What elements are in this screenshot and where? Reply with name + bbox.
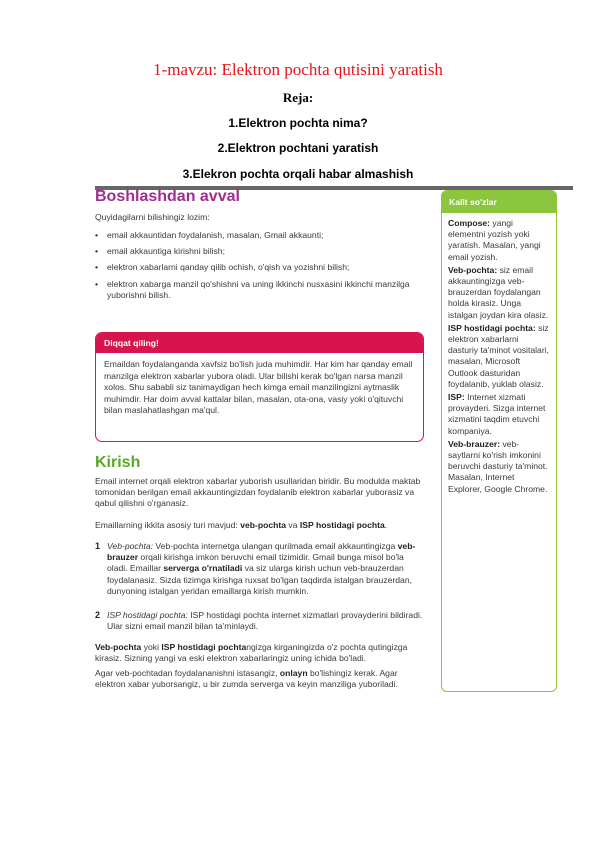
isp-mail-description: ISP hostidagi pochta: ISP hostidagi pochta internet xizmatlari provayderini bildiradi. Ular sizni email manzil bilan ta'minlaydi. (107, 610, 423, 632)
section-heading-start: Boshlashdan avval (95, 188, 240, 205)
plan-heading: Reja: (282, 90, 314, 105)
plan-item-1: 1.Elektron pochta nima? (228, 116, 368, 130)
list-item: • elektron xabarga manzil qo'shishni va uning ikkinchi nusxasini ikkinchi manzilga yuborishni bilish. (95, 279, 425, 301)
list-item: • email akkauntiga kirishni bilish; (95, 246, 425, 257)
keywords-heading: Kalit so'zlar (442, 191, 556, 213)
plan-item-2: 2.Elektron pochtani yaratish (217, 141, 379, 155)
webmail-description: Veb-pochta: Veb-pochta internetga ulangan qurilmada email akkauntingizga veb-brauzer orqali kirishga imkon beruvchi email tizimidir. Gmail bunga misol bo'la oladi. Emaillar serverga o'rnatiladi va siz ularga kirish uchun veb-brauzerdan foydalanasiz. Sizda tizimga kirishga ruxsat bo'lgan taqdirda istalgan brauzerdan, dunyoning istalgan yeridan emaillarga kirish mumkin. (107, 541, 416, 596)
start-intro: Quyidagilarni bilishingiz lozim: (95, 212, 210, 222)
textbook-page (95, 190, 573, 700)
item-number: 1 (95, 541, 101, 551)
keyword-entry: Veb-brauzer: veb-saytlarni ko'rish imkonini beruvchi dasturiy ta'minot. Masalan, Internet Explorer, Google Chrome. (448, 438, 548, 494)
keyword-entry: Compose: yangi elementni yozish yoki yaratish. Masalan, yangi email yozish. (448, 218, 541, 262)
keyword-entry: ISP hostidagi pochta: siz elektron xabarlarni dasturiy ta'minot vositalari, masalan, Microsoft Outlook dasturidan foydalanib, yuklab olasiz. (448, 322, 549, 389)
keyword-entry: ISP: Internet xizmati provayderi. Sizga internet xizmatini taqdim etuvchi kompaniya. (448, 392, 546, 436)
warning-heading: Diqqat qiling! (96, 333, 423, 353)
prerequisite-list (95, 230, 425, 306)
section-heading-intro: Kirish (95, 454, 141, 471)
warning-box (95, 332, 424, 442)
warning-text: Emaildan foydalanganda xavfsiz bo'lish juda muhimdir. Har kim har qanday email manzilga elektron xabarlar yubora oladi. Ular bilishi kerak bo'lgan narsa manzil xolos. Shu sababli siz tanimaydigan hech kimga email manzilingizni aytmaslik muhimdir. Har doim avval kattalar bilan, masalan, ota-onа, vasiy yoki o'qituvchi bilan maslahatlashgan ma'qul. (104, 359, 413, 416)
keywords-box (441, 190, 557, 692)
keywords-list (442, 213, 556, 495)
intro-paragraph: Email internet orqali elektron xabarlar yuborish usullaridan biridir. Bu modulda maktab tomonidan berilgan email akkauntingizdan foydalanib elektron xabarlar yuborasiz va qabul qilishni o'rganasiz. (95, 476, 421, 509)
keyword-entry: Veb-pochta: siz email akkauntingizga veb-brauzerdan foydalangan holda kirasiz. Unga istalgan joydan kira olasiz. (448, 264, 549, 320)
list-item: • email akkauntidan foydalanish, masalan, Gmail akkaunti; (95, 230, 425, 241)
online-paragraph: Agar veb-pochtadan foydalananishni istasangiz, onlayn bo'lishingiz kerak. Agar elektron xabar yuborsangiz, u bir zumda serverga va keyin manziliga yuboriladi. (95, 668, 398, 690)
document-title: 1-mavzu: Elektron pochta qutisini yaratish (153, 60, 443, 79)
mailbox-paragraph: Veb-pochta yoki ISP hostidagi pochtangizga kirganingizda o'z pochta qutingizga kirasiz. Sizning yangi va eski elektron xabarlaringiz uning ichida bo'ladi. (95, 642, 408, 664)
plan-item-3: 3.Elekron pochta orqali habar almashish (182, 167, 414, 181)
item-number: 2 (95, 610, 101, 620)
email-types-sentence: Emaillarning ikkita asosiy turi mavjud: veb-pochta va ISP hostidagi pochta. (95, 520, 388, 530)
list-item: • elektron xabarlarni qanday qilib ochish, o'qish va yozishni bilish; (95, 262, 425, 273)
